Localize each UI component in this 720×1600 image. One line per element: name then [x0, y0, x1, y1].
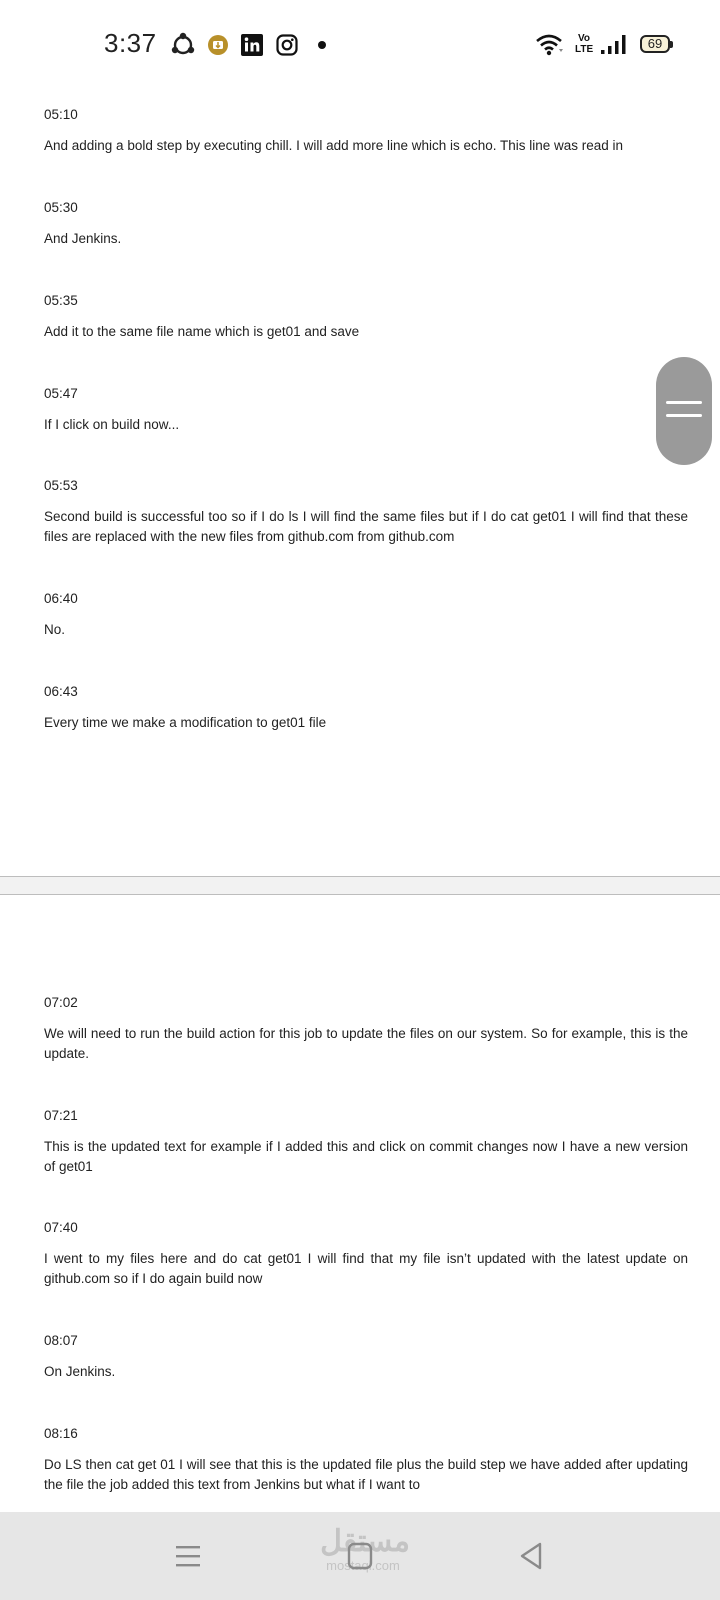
signal-icon [600, 34, 630, 56]
transcript-text: I went to my files here and do cat get01 I will find that my file isn’t updated with the latest update on github.com so if I do again build now [44, 1251, 688, 1286]
linkedin-icon [241, 34, 263, 56]
instagram-icon [276, 34, 298, 56]
volte-icon [575, 33, 593, 55]
transcript-text: On Jenkins. [44, 1364, 116, 1379]
battery-icon: 69 [640, 35, 670, 53]
transcript-text: And adding a bold step by executing chill. I will add more line which is echo. This line was read in [44, 138, 624, 153]
timestamp: 07:40 [44, 1220, 78, 1235]
transcript-text: Second build is successful too so if I do ls I will find the same files but if I do cat get01 I will find that these files are replaced with the new files from github.com from github.com [44, 509, 688, 544]
volte-label-bottom: LTE [575, 44, 594, 55]
share-app-icon [170, 32, 196, 58]
transcript-entry [44, 1108, 688, 1177]
page-gap [0, 877, 720, 894]
transcript-entry [44, 478, 688, 547]
transcript-entry [44, 995, 688, 1064]
transcript-text: And Jenkins. [44, 231, 122, 246]
home-icon[interactable] [347, 1542, 373, 1570]
transcript-entry [44, 386, 688, 435]
timestamp: 06:43 [44, 684, 78, 699]
clock: 3:37 [104, 28, 157, 58]
scroll-handle[interactable] [656, 357, 712, 465]
transcript-text: Every time we make a modification to get01 file [44, 715, 327, 730]
back-icon[interactable] [518, 1541, 544, 1571]
navigation-bar [0, 1512, 720, 1600]
scroll-handle-grip-icon [666, 414, 702, 417]
timestamp: 08:07 [44, 1333, 78, 1348]
transcript-entry [44, 591, 688, 640]
status-bar [0, 0, 720, 90]
transcript-text: This is the updated text for example if I added this and click on commit changes now I have a new version of get01 [44, 1139, 688, 1174]
timestamp: 08:16 [44, 1426, 78, 1441]
watermark-logo: مستقل [320, 1525, 410, 1558]
watermark-url: mostaql.com [326, 1558, 400, 1573]
volte-label-top: Vo [577, 33, 591, 44]
timestamp: 05:35 [44, 293, 78, 308]
timestamp: 05:10 [44, 107, 78, 122]
timestamp: 05:53 [44, 478, 78, 493]
transcript-entry [44, 200, 688, 249]
timestamp: 06:40 [44, 591, 78, 606]
scroll-handle-grip-icon [666, 401, 702, 404]
transcript-text: Add it to the same file name which is get01 and save [44, 324, 360, 339]
menu-icon[interactable] [174, 1543, 202, 1569]
transcript-entry [44, 1220, 688, 1289]
transcript-page-2 [0, 895, 720, 1512]
transcript-entry [44, 1333, 688, 1382]
transcript-entry [44, 107, 688, 156]
transcript-page-1 [0, 90, 720, 876]
timestamp: 05:47 [44, 386, 78, 401]
wifi-icon [535, 33, 565, 57]
timestamp: 07:02 [44, 995, 78, 1010]
transcript-text: If I click on build now... [44, 417, 180, 432]
transcript-entry [44, 293, 688, 342]
transcript-text: No. [44, 622, 66, 637]
transcript-text: We will need to run the build action for this job to update the files on our system. So for example, this is the update. [44, 1026, 688, 1061]
transcript-entry [44, 684, 688, 733]
timestamp: 07:21 [44, 1108, 78, 1123]
transcript-entry [44, 1426, 688, 1495]
timestamp: 05:30 [44, 200, 78, 215]
transcript-text: Do LS then cat get 01 I will see that this is the updated file plus the build step we have added after updating the file the job added this text from Jenkins but what if I want to [44, 1457, 688, 1492]
download-badge-icon [207, 34, 229, 56]
dot-icon [317, 40, 327, 50]
